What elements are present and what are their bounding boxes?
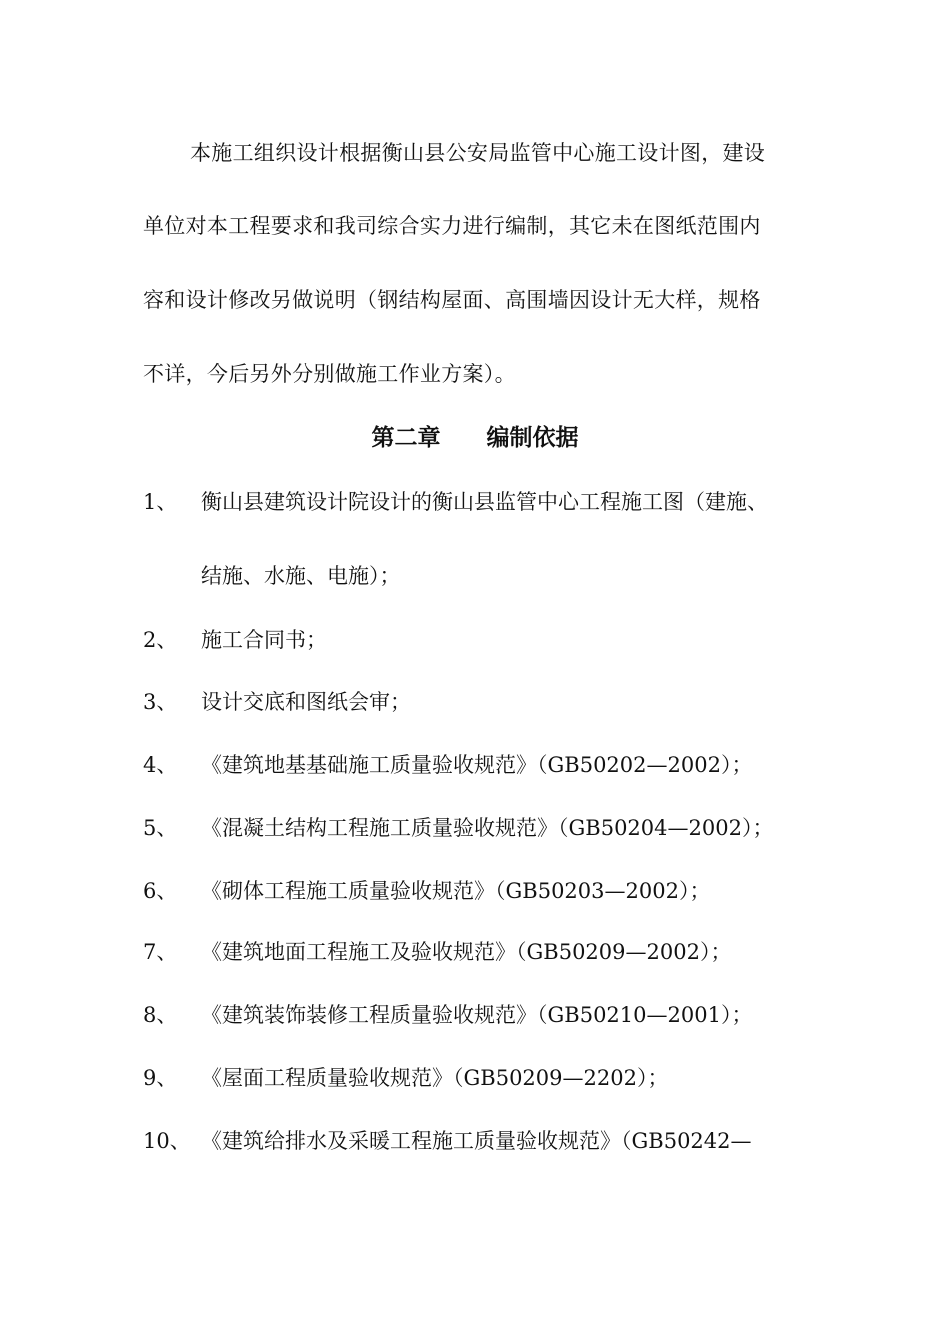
list-item-4 bbox=[143, 751, 752, 779]
list-number: 7、 bbox=[143, 940, 178, 964]
list-number: 10、 bbox=[143, 1129, 191, 1153]
list-item-3 bbox=[143, 688, 411, 716]
list-text: 《混凝土结构工程施工质量验收规范》（GB50204—2002）； bbox=[201, 816, 774, 840]
intro-line-3: 容和设计修改另做说明（钢结构屋面、高围墙因设计无大样，规格 bbox=[143, 288, 761, 312]
list-item-10 bbox=[143, 1127, 752, 1155]
list-number: 8、 bbox=[143, 1003, 178, 1027]
list-text: 《建筑地面工程施工及验收规范》（GB50209—2002）； bbox=[201, 940, 732, 964]
list-item-8 bbox=[143, 1001, 752, 1029]
list-text: 设计交底和图纸会审； bbox=[201, 690, 411, 714]
list-number: 1、 bbox=[143, 490, 178, 514]
list-item-6 bbox=[143, 877, 710, 905]
list-number: 9、 bbox=[143, 1066, 178, 1090]
list-text: 《砌体工程施工质量验收规范》（GB50203—2002）； bbox=[201, 879, 711, 903]
list-text: 《建筑给排水及采暖工程施工质量验收规范》（GB50242— bbox=[201, 1129, 752, 1153]
list-number: 2、 bbox=[143, 628, 178, 652]
list-text: 《建筑装饰装修工程质量验收规范》（GB50210—2001）； bbox=[201, 1003, 753, 1027]
list-text: 《建筑地基基础施工质量验收规范》（GB50202—2002）； bbox=[201, 753, 753, 777]
list-item-7 bbox=[143, 938, 731, 966]
list-item-9 bbox=[143, 1064, 668, 1092]
list-number: 6、 bbox=[143, 879, 178, 903]
intro-line-2: 单位对本工程要求和我司综合实力进行编制，其它未在图纸范围内 bbox=[143, 214, 761, 238]
intro-line-1: 本施工组织设计根据衡山县公安局监管中心施工设计图，建设 bbox=[190, 141, 766, 165]
chapter-heading: 第二章 编制依据 bbox=[371, 425, 579, 451]
list-number: 4、 bbox=[143, 753, 178, 777]
list-number: 5、 bbox=[143, 816, 178, 840]
list-item-1 bbox=[143, 488, 768, 516]
list-number: 3、 bbox=[143, 690, 178, 714]
list-text: 施工合同书； bbox=[201, 628, 327, 652]
list-item-2 bbox=[143, 626, 327, 654]
list-item-1-continuation: 结施、水施、电施）； bbox=[201, 564, 401, 588]
list-text: 衡山县建筑设计院设计的衡山县监管中心工程施工图（建施、 bbox=[201, 490, 768, 514]
list-item-5 bbox=[143, 814, 773, 842]
list-text: 《屋面工程质量验收规范》（GB50209—2202）； bbox=[201, 1066, 669, 1090]
intro-line-4: 不详，今后另外分别做施工作业方案）。 bbox=[143, 362, 516, 386]
